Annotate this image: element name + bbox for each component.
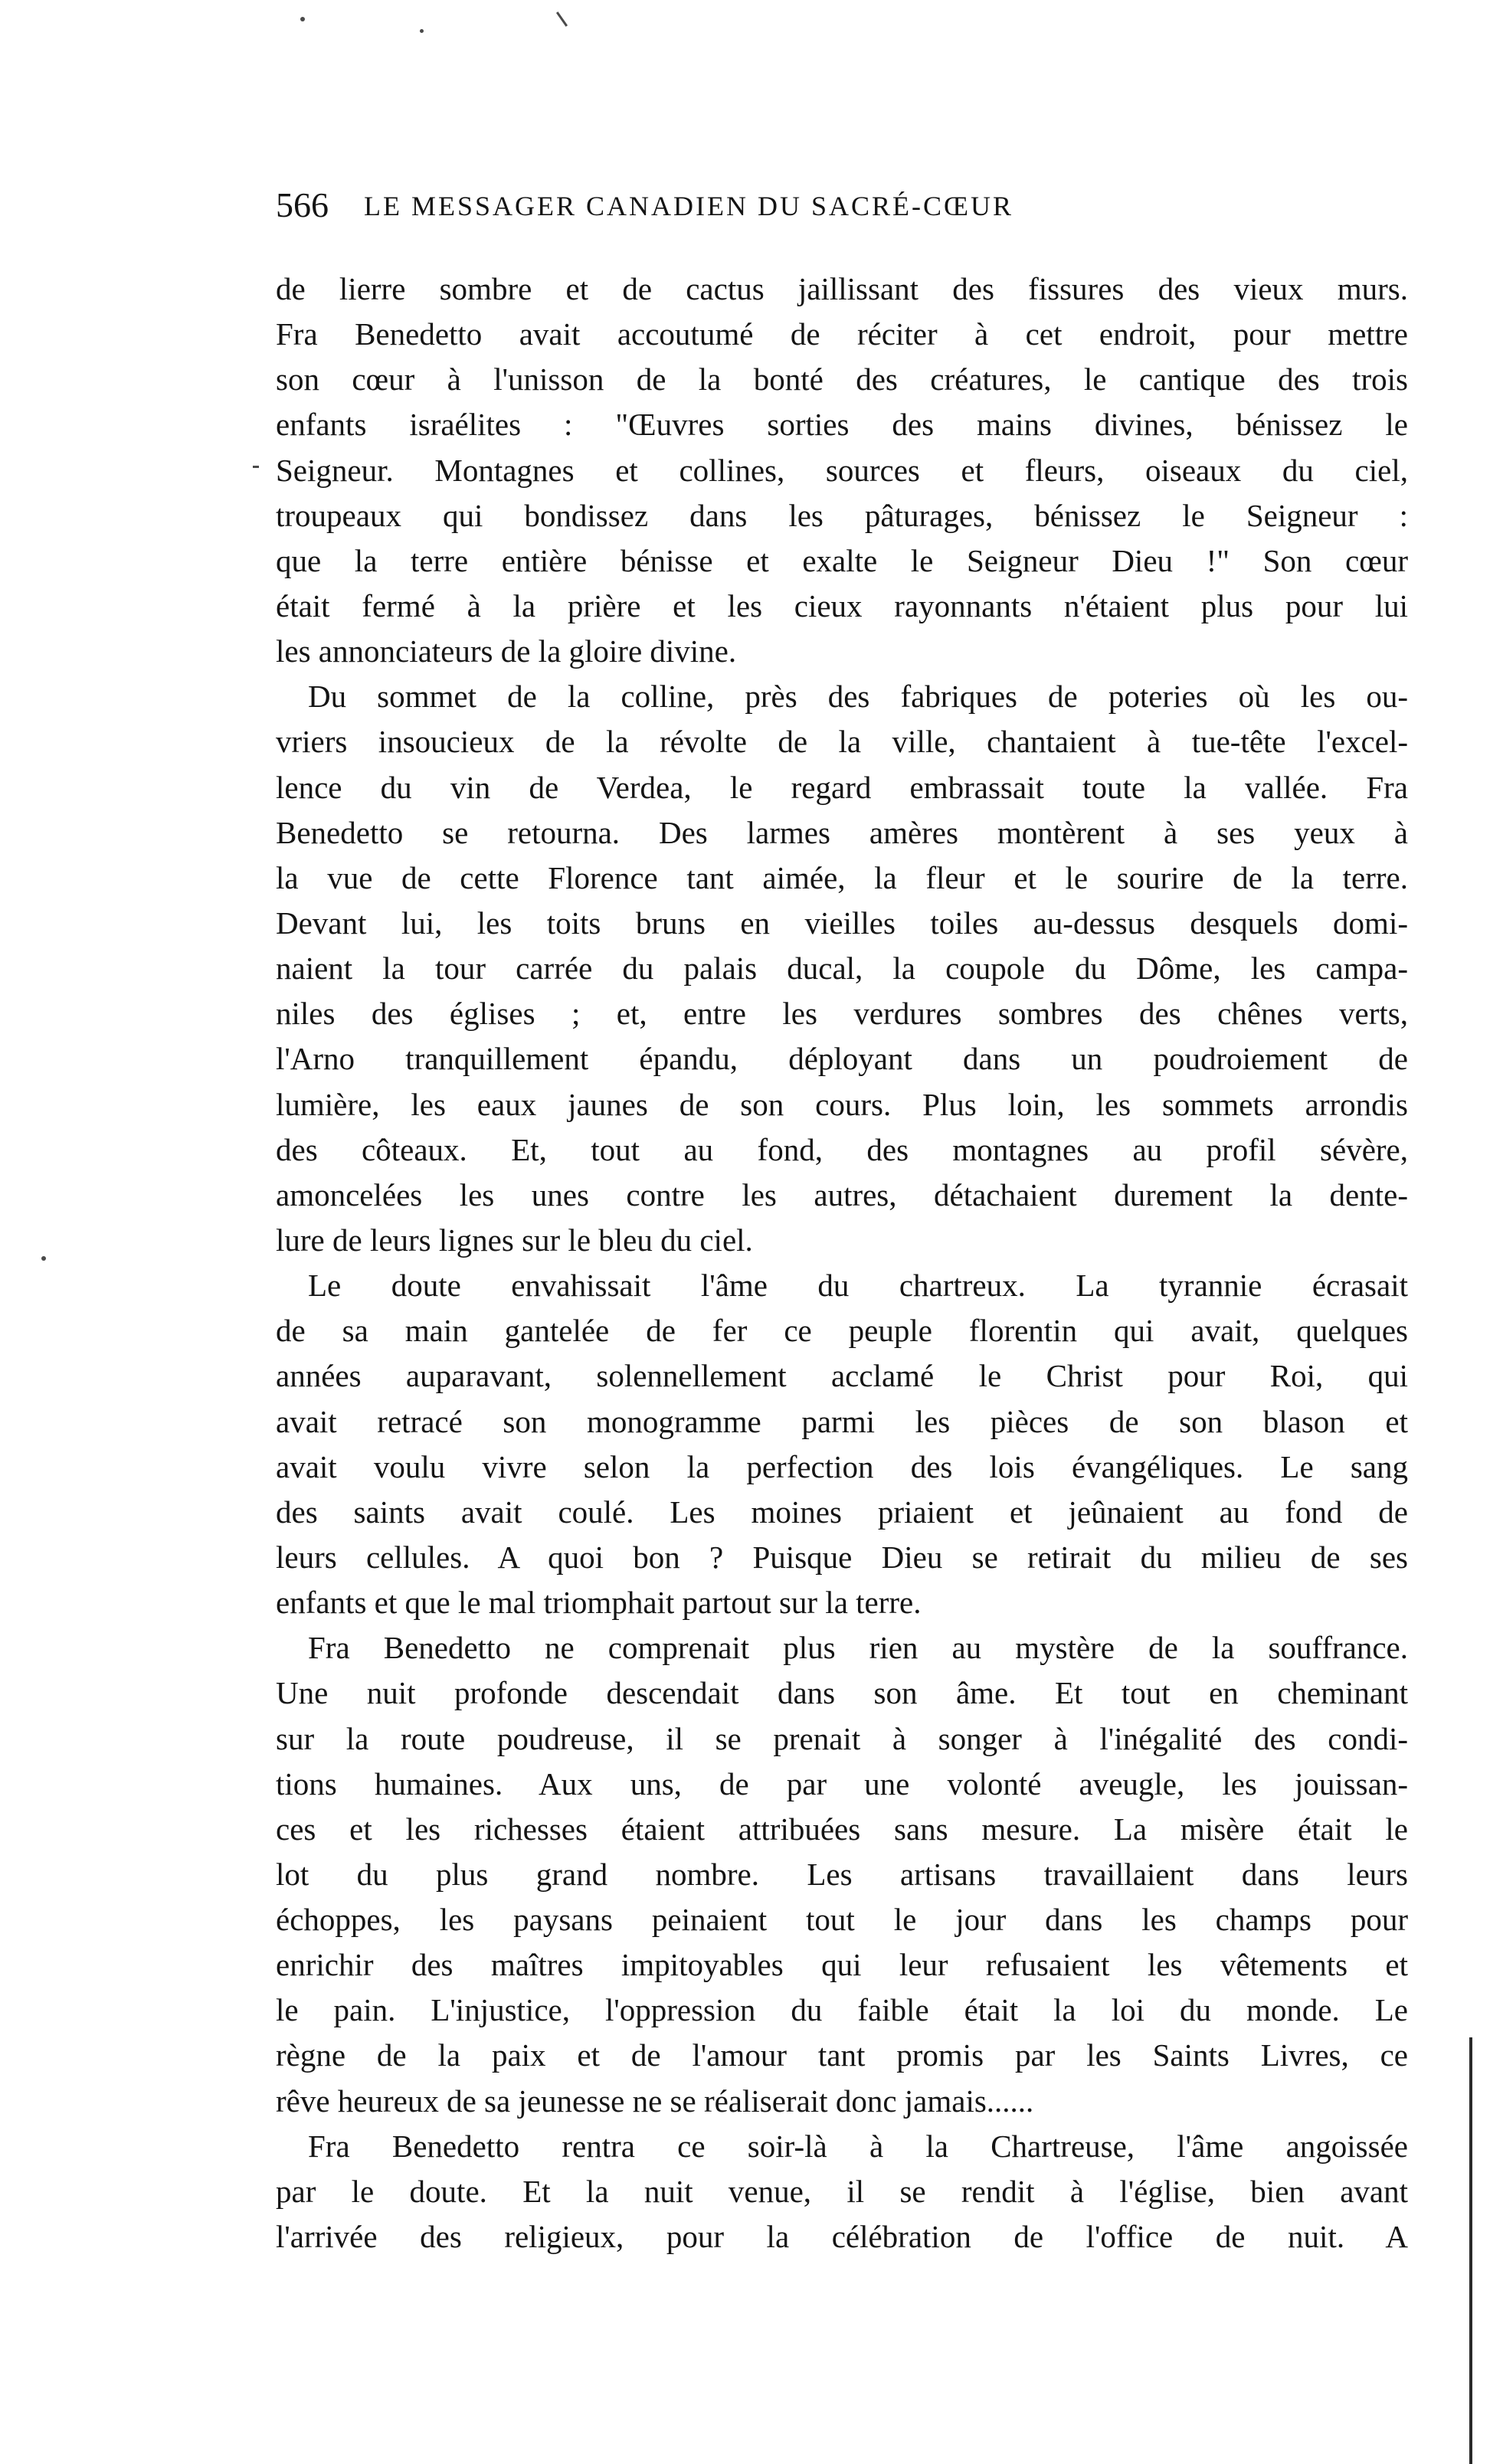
text-line: vriers insoucieux de la révolte de la ville, chantaient à tue-tête l'excel- [276,724,1408,760]
text-line: des saints avait coulé. Les moines priaient et jeûnaient au fond de [276,1494,1408,1530]
text-line: ces et les richesses étaient attribuées sans mesure. La misère était le [276,1811,1408,1847]
page-header [276,182,1410,228]
text-line: Du sommet de la colline, près des fabriques de poteries où les ou- [308,679,1408,715]
text-line: lence du vin de Verdea, le regard embrassait toute la vallée. Fra [276,769,1408,805]
text-line: règne de la paix et de l'amour tant promis par les Saints Livres, ce [276,2037,1408,2073]
text-line: Fra Benedetto rentra ce soir-là à la Chartreuse, l'âme angoissée [308,2128,1408,2164]
running-title: LE MESSAGER CANADIEN DU SACRÉ-CŒUR [364,191,1014,221]
text-line: Fra Benedetto avait accoutumé de réciter à cet endroit, pour mettre [276,316,1408,352]
text-line: lure de leurs lignes sur le bleu du ciel. [276,1222,753,1258]
text-line: Benedetto se retourna. Des larmes amères montèrent à ses yeux à [276,814,1408,850]
text-line: naient la tour carrée du palais ducal, la coupole du Dôme, les campa- [276,951,1408,987]
text-line: enfants israélites : "Œuvres sorties des mains divines, bénissez le [276,407,1408,443]
text-line: Fra Benedetto ne comprenait plus rien au mystère de la souffrance. [308,1630,1408,1666]
text-line: avait retracé son monogramme parmi les pièces de son blason et [276,1403,1408,1439]
text-line: rêve heureux de sa jeunesse ne se réaliserait donc jamais...... [276,2083,1034,2119]
text-line: amoncelées les unes contre les autres, détachaient durement la dente- [276,1176,1408,1212]
scan-speck [253,466,259,468]
text-line: de lierre sombre et de cactus jaillissant des fissures des vieux murs. [276,271,1408,306]
text-line: l'arrivée des religieux, pour la célébration de l'office de nuit. A [276,2219,1408,2255]
body-text [276,267,1408,2259]
text-line: les annonciateurs de la gloire divine. [276,633,737,669]
text-line: leurs cellules. A quoi bon ? Puisque Dieu se retirait du milieu de ses [276,1539,1408,1575]
text-line: Devant lui, les toits bruns en vieilles toiles au-dessus desquels domi- [276,905,1408,941]
text-line: niles des églises ; et, entre les verdures sombres des chênes verts, [276,996,1408,1032]
text-line: était fermé à la prière et les cieux rayonnants n'étaient plus pour lui [276,587,1408,623]
text-line: lot du plus grand nombre. Les artisans travaillaient dans leurs [276,1856,1408,1892]
scan-speck [41,1256,46,1261]
text-line: enfants et que le mal triomphait partout sur la terre. [276,1585,922,1621]
text-line: la vue de cette Florence tant aimée, la fleur et le sourire de la terre. [276,859,1408,895]
text-line: par le doute. Et la nuit venue, il se rendit à l'église, bien avant [276,2173,1408,2209]
text-line: enrichir des maîtres impitoyables qui leur refusaient les vêtements et [276,1947,1408,1983]
text-line: de sa main gantelée de fer ce peuple florentin qui avait, quelques [276,1313,1408,1349]
text-line: lumière, les eaux jaunes de son cours. Plus loin, les sommets arrondis [276,1086,1408,1122]
text-line: son cœur à l'unisson de la bonté des créatures, le cantique des trois [276,362,1408,398]
page-number: 566 [276,185,329,224]
text-line: le pain. L'injustice, l'oppression du faible était la loi du monde. Le [276,1992,1408,2028]
text-line: années auparavant, solennellement acclamé le Christ pour Roi, qui [276,1358,1408,1394]
text-line: Le doute envahissait l'âme du chartreux. La tyrannie écrasait [308,1268,1408,1304]
text-line: que la terre entière bénisse et exalte le Seigneur Dieu !" Son cœur [276,542,1408,578]
text-line: l'Arno tranquillement épandu, déployant dans un poudroiement de [276,1041,1408,1077]
text-line: des côteaux. Et, tout au fond, des montagnes au profil sévère, [276,1131,1408,1167]
scan-speck [556,11,568,27]
text-line: troupeaux qui bondissez dans les pâturages, bénissez le Seigneur : [276,497,1408,533]
text-line: échoppes, les paysans peinaient tout le jour dans les champs pour [276,1902,1408,1938]
text-line: Seigneur. Montagnes et collines, sources et fleurs, oiseaux du ciel, [276,452,1408,488]
scan-speck [300,17,305,21]
text-line: tions humaines. Aux uns, de par une volonté aveugle, les jouissan- [276,1765,1408,1801]
margin-rule [1469,2037,1472,2464]
text-line: sur la route poudreuse, il se prenait à songer à l'inégalité des condi- [276,1720,1408,1756]
text-line: avait voulu vivre selon la perfection des lois évangéliques. Le sang [276,1448,1408,1484]
text-line: Une nuit profonde descendait dans son âme. Et tout en cheminant [276,1675,1408,1711]
scan-speck [420,29,424,33]
